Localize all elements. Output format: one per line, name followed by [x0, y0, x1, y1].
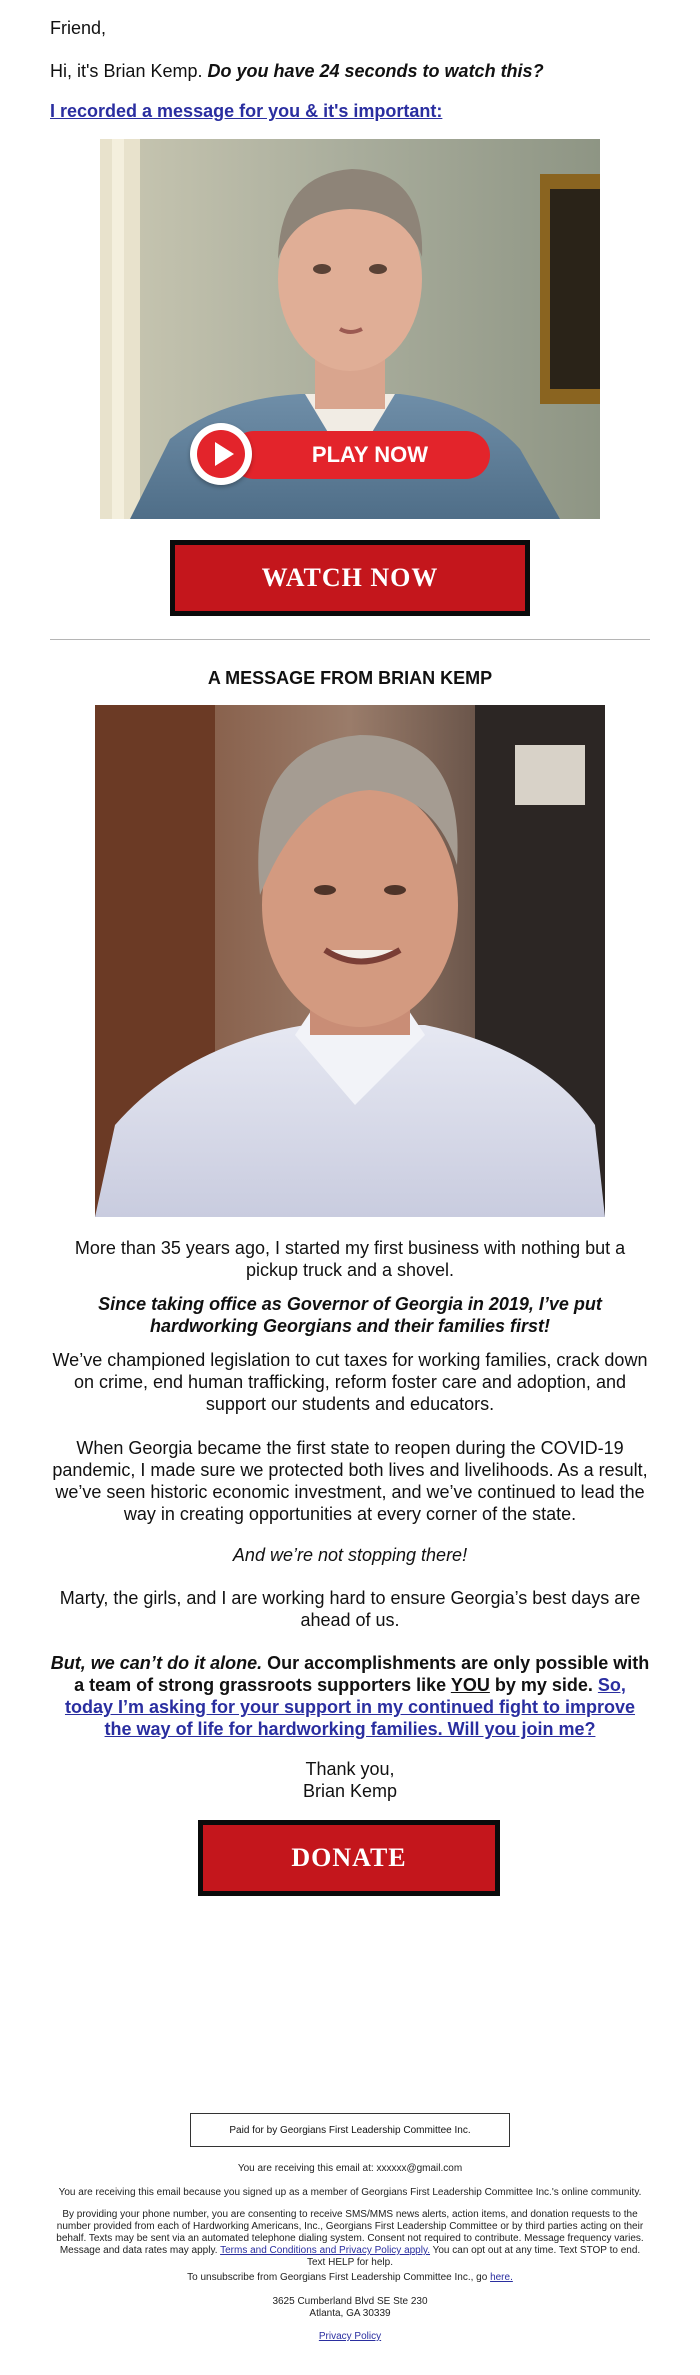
recorded-message-link-row: [50, 100, 650, 122]
paragraph-7: [50, 1652, 650, 1740]
privacy-policy-row: [50, 2331, 650, 2343]
divider: [50, 639, 650, 640]
intro-plain: Hi, it's Brian Kemp.: [50, 61, 208, 81]
sms-consent-text: By providing your phone number, you are consenting to receive SMS/MMS news alerts, action items, and donation requests to the number provided from each of Hardworking Americans, Inc., Georgians First Leadership Committee or by third parties acting on their behalf. Texts may be sent via an automated telephone dialing system. Consent not required to contribute. Message frequency varies. Message and data rates may apply.: [56, 2209, 644, 2256]
intro-line: [50, 60, 650, 82]
section-title: A MESSAGE FROM BRIAN KEMP: [207, 668, 493, 688]
unsubscribe-line: [50, 2272, 650, 2284]
receiving-email: You are receiving this email at: xxxxxx@gmail.com: [237, 2163, 463, 2174]
unsubscribe-text: To unsubscribe from Georgians First Leadership Committee Inc., go: [187, 2272, 491, 2283]
signoff-name: Brian Kemp: [302, 1781, 398, 1801]
paragraph-2: Since taking office as Governor of Georgia in 2019, I’ve put hardworking Georgians and their families first!: [98, 1294, 602, 1336]
paragraph-3: We’ve championed legislation to cut taxes for working families, crack down on crime, end human trafficking, reform foster care and adoption, and support our students and educators.: [52, 1350, 648, 1414]
portrait-illustration: [95, 705, 605, 1217]
signoff-thanks: Thank you,: [305, 1759, 395, 1779]
brian-kemp-photo: [95, 705, 605, 1217]
play-now-badge[interactable]: [190, 423, 498, 485]
sms-consent: [55, 2209, 645, 2269]
video-thumbnail[interactable]: [100, 139, 600, 519]
terms-privacy-link[interactable]: Terms and Conditions and Privacy Policy apply.: [220, 2245, 431, 2256]
play-circle: [190, 423, 252, 485]
paragraph-7-mid: by my side.: [489, 1675, 598, 1695]
recorded-message-link[interactable]: I recorded a message for you & it's important:: [50, 101, 443, 121]
watch-now-button[interactable]: WATCH NOW: [170, 540, 530, 616]
greeting: Friend,: [50, 18, 107, 38]
paragraph-7-body: Our accomplishments are only possible with a team of strong grassroots supporters like: [74, 1653, 650, 1695]
paragraph-7-you: YOU: [450, 1675, 490, 1695]
paragraph-1: More than 35 years ago, I started my first business with nothing but a pickup truck and a shovel.: [74, 1238, 626, 1280]
play-icon: [190, 423, 252, 485]
signup-reason: You are receiving this email because you signed up as a member of Georgians First Leadership Committee Inc.'s online community.: [58, 2187, 642, 2198]
address-line-1: 3625 Cumberland Blvd SE Ste 230: [272, 2296, 428, 2307]
paragraph-6: Marty, the girls, and I are working hard to ensure Georgia’s best days are ahead of us.: [59, 1588, 641, 1630]
unsubscribe-link[interactable]: here.: [490, 2272, 513, 2283]
play-now-label: PLAY NOW: [311, 442, 429, 467]
address-line-2: Atlanta, GA 30339: [309, 2308, 391, 2319]
paragraph-4: When Georgia became the first state to reopen during the COVID-19 pandemic, I made sure we protected both lives and livelihoods. As a result, we’ve seen historic economic investment, and we’ve continued to lead the way in creating opportunities at every corner of the state.: [52, 1438, 648, 1524]
donate-button[interactable]: DONATE: [198, 1820, 500, 1896]
privacy-policy-link[interactable]: Privacy Policy: [318, 2331, 382, 2342]
intro-emphasis: Do you have 24 seconds to watch this?: [207, 61, 544, 81]
paragraph-5: And we’re not stopping there!: [232, 1545, 468, 1565]
paid-for-box: Paid for by Georgians First Leadership Committee Inc.: [190, 2113, 510, 2147]
sms-consent-tail: You can opt out at any time. Text STOP to end. Text HELP for help.: [307, 2245, 641, 2268]
support-link[interactable]: So, today I’m asking for your support in my continued fight to improve the way of life for hardworking families. Will you join me?: [64, 1675, 636, 1739]
paragraph-7-lead: But, we can’t do it alone.: [50, 1653, 263, 1673]
